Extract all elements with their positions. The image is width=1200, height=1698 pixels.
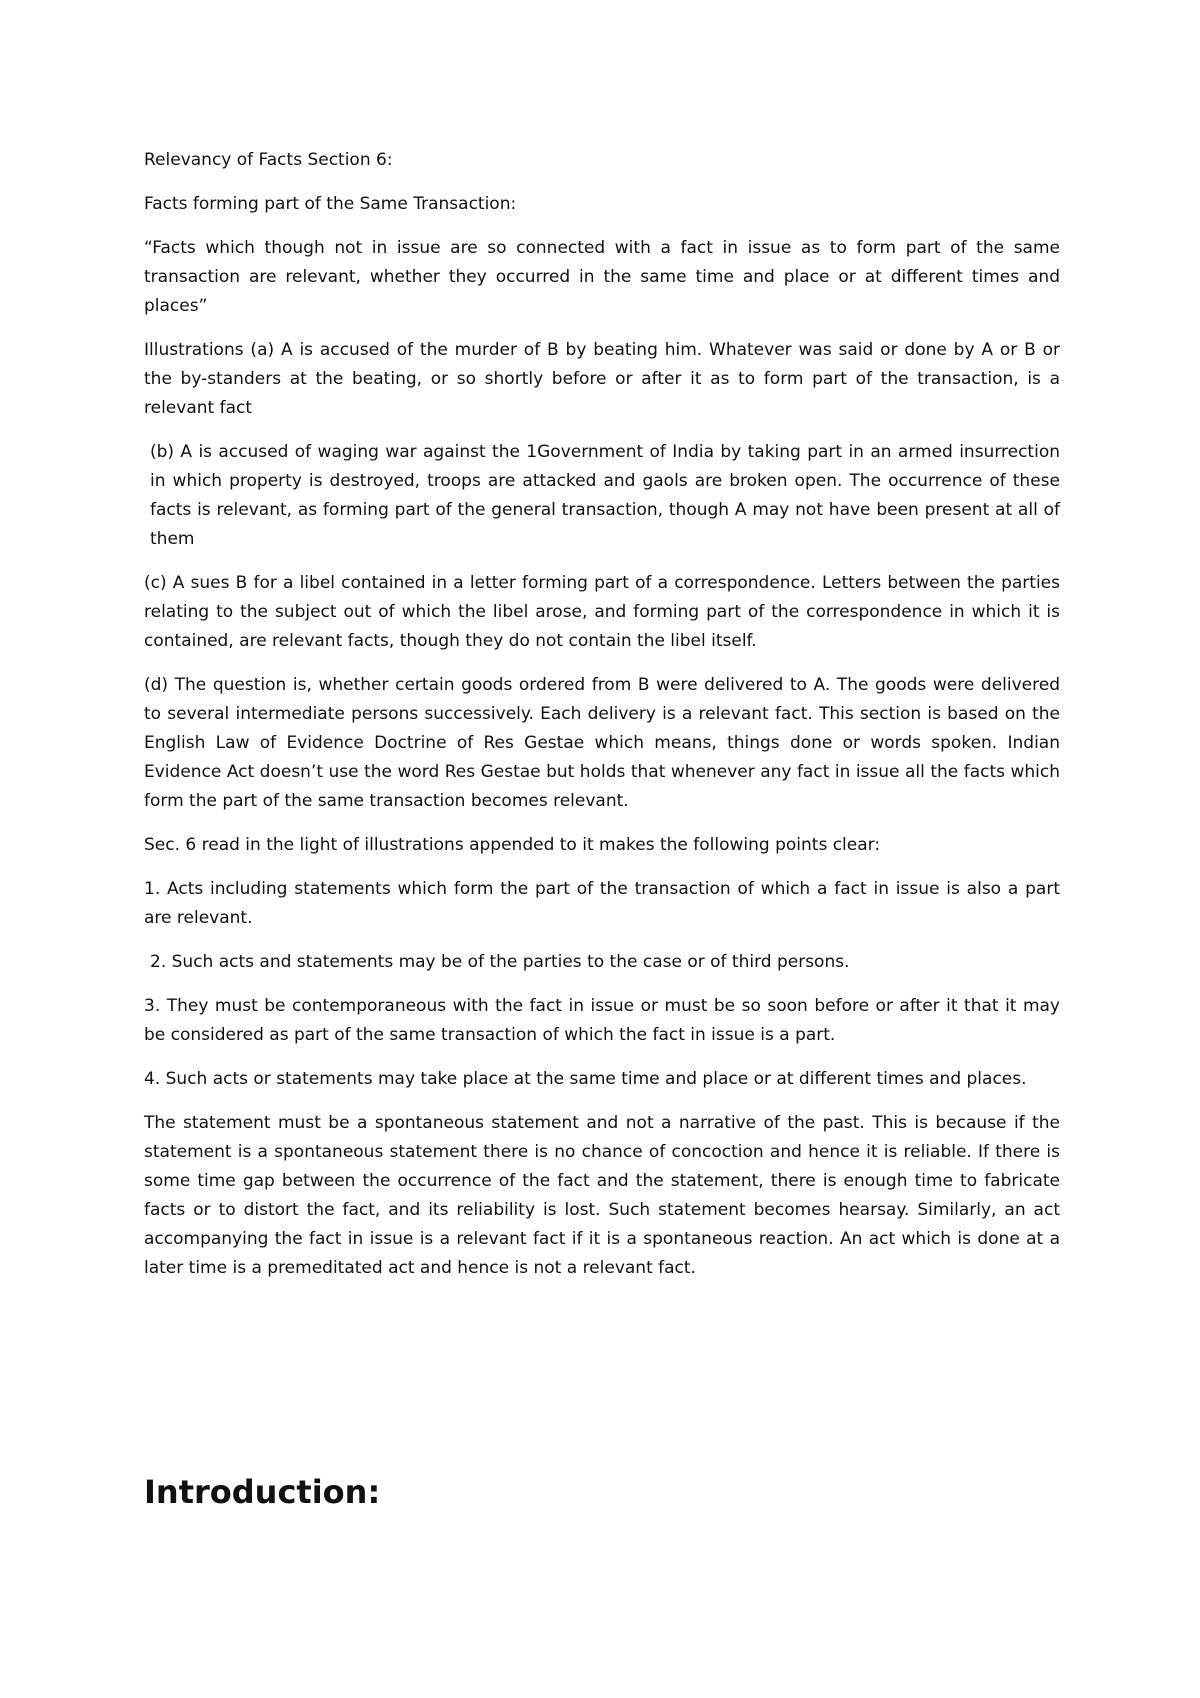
closing-paragraph: The statement must be a spontaneous statement and not a narrative of the past. This is because if the statement is a spontaneous statement there is no chance of concoction and hence it is reliable. If there is some time gap between the occurrence of the fact and the statement, there is enough time to fabricate facts or to distort the fact, and its reliability is lost. Such statement becomes hearsay. Similarly, an act accompanying the fact in issue is a relevant fact if it is a spontaneous reaction. An act which is done at a later time is a premeditated act and hence is not a relevant fact. bbox=[144, 1113, 1060, 1278]
illustration-d: (d) The question is, whether certain goods ordered from B were delivered to A. The goods were delivered to several intermediate persons successively. Each delivery is a relevant fact. This section is based on the English Law of Evidence Doctrine of Res Gestae which means, things done or words spoken. Indian Evidence Act doesn’t use the word Res Gestae but holds that whenever any fact in issue all the facts which form the part of the same transaction becomes relevant. bbox=[144, 675, 1060, 811]
points-intro: Sec. 6 read in the light of illustrations appended to it makes the following points clear: bbox=[144, 835, 881, 855]
point-item: 4. Such acts or statements may take place at the same time and place or at different times and places. bbox=[144, 1069, 1027, 1089]
section-title: Relevancy of Facts Section 6: bbox=[144, 150, 393, 170]
illustration-c: (c) A sues B for a libel contained in a letter forming part of a correspondence. Letters between the parties relating to the subject out of which the libel arose, and forming part of the correspondence in which it is contained, are relevant facts, though they do not contain the libel itself. bbox=[144, 573, 1060, 651]
point-item: 3. They must be contemporaneous with the fact in issue or must be so soon before or after it that it may be considered as part of the same transaction of which the fact in issue is a part. bbox=[144, 996, 1060, 1045]
illustration-b: (b) A is accused of waging war against the 1Government of India by taking part in an armed insurrection in which property is destroyed, troops are attacked and gaols are broken open. The occurrence of these facts is relevant, as forming part of the general transaction, though A may not have been present at all of them bbox=[150, 442, 1060, 549]
introduction-heading: Introduction: bbox=[144, 1473, 381, 1511]
illustration-a: Illustrations (a) A is accused of the murder of B by beating him. Whatever was said or done by A or B or the by-standers at the beating, or so shortly before or after it as to form part of the transaction, is a relevant fact bbox=[144, 340, 1060, 418]
section-quote: “Facts which though not in issue are so connected with a fact in issue as to form part of the same transaction are relevant, whether they occurred in the same time and place or at different times and places” bbox=[144, 238, 1060, 316]
point-item: 2. Such acts and statements may be of the parties to the case or of third persons. bbox=[150, 952, 850, 972]
point-item: 1. Acts including statements which form the part of the transaction of which a fact in issue is also a part are relevant. bbox=[144, 879, 1060, 928]
section-subtitle: Facts forming part of the Same Transaction: bbox=[144, 194, 517, 214]
document-body bbox=[144, 146, 1060, 1298]
